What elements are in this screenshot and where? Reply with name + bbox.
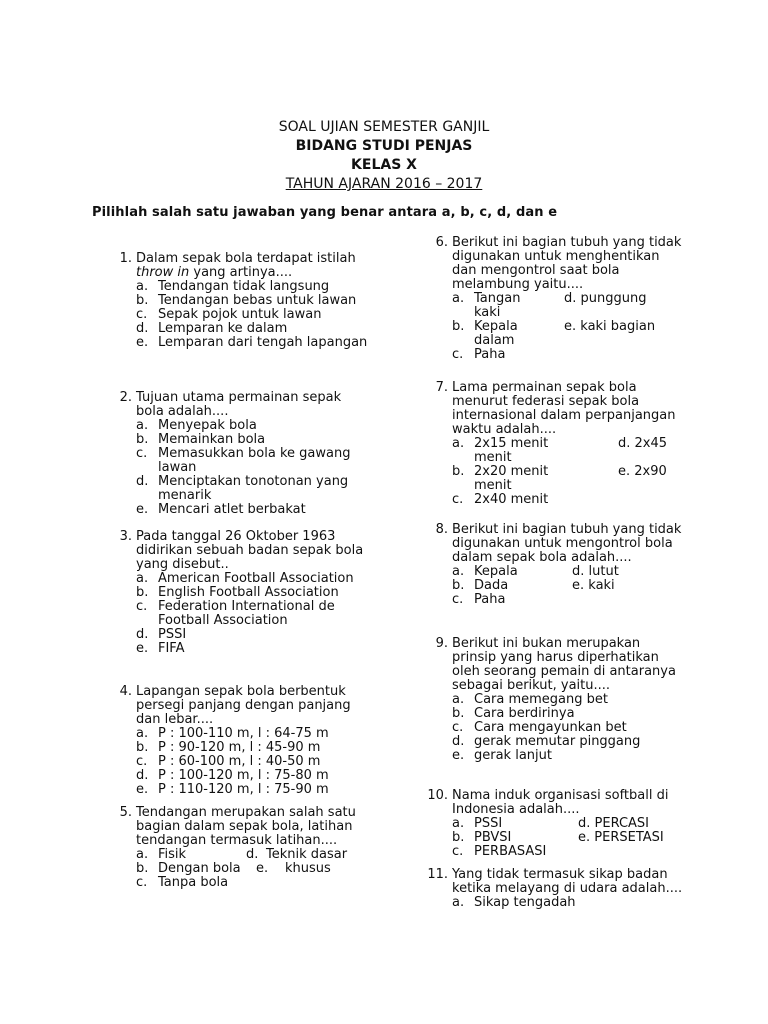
option-text: e. 2x90 bbox=[618, 464, 667, 479]
option-text: Lemparan ke dalam bbox=[158, 321, 288, 336]
option-text: khusus bbox=[285, 861, 331, 876]
option-row bbox=[424, 306, 684, 320]
option-letter: e. bbox=[136, 335, 149, 350]
option-row bbox=[424, 437, 684, 451]
options bbox=[108, 572, 373, 656]
question-text: Pada tanggal 26 Oktober 1963 didirikan sebuah badan sepak bola yang disebut.. bbox=[136, 529, 364, 572]
option-letter: b. bbox=[136, 432, 149, 447]
question-text: Lama permainan sepak bola menurut federasi sepak bola internasional dalam perpanjangan waktu adalah.... bbox=[452, 380, 676, 437]
question-text: Nama induk organisasi softball di Indonesia adalah.... bbox=[452, 788, 669, 817]
option-letter: d. bbox=[136, 768, 149, 783]
question-text: Berikut ini bagian tubuh yang tidak digunakan untuk mengontrol bola dalam sepak bola adalah.... bbox=[452, 522, 682, 565]
option-text: P : 100-110 m, l : 64-75 m bbox=[158, 726, 329, 741]
option-letter: c. bbox=[452, 347, 464, 362]
option-text: 2x40 menit bbox=[474, 492, 549, 507]
option bbox=[108, 600, 373, 628]
option-text: PERBASASI bbox=[474, 844, 547, 859]
question-number: 2. bbox=[119, 390, 132, 405]
question-7 bbox=[424, 381, 684, 507]
option-row bbox=[424, 451, 684, 465]
option-row bbox=[424, 831, 684, 845]
option-letter: d. bbox=[136, 321, 149, 336]
option-row bbox=[108, 848, 373, 862]
subject-title: BIDANG STUDI PENJAS bbox=[295, 138, 473, 154]
option-text: d. PERCASI bbox=[578, 816, 650, 831]
option-text: gerak memutar pinggang bbox=[474, 734, 641, 749]
option bbox=[108, 586, 373, 600]
option-text: Memasukkan bola ke gawang lawan bbox=[158, 446, 351, 475]
option-row bbox=[108, 862, 373, 876]
option-text: Cara memegang bet bbox=[474, 692, 608, 707]
question-8 bbox=[424, 523, 684, 607]
option-text: d. 2x45 bbox=[618, 436, 668, 451]
option-text: Tendangan bebas untuk lawan bbox=[158, 293, 357, 308]
option-row bbox=[424, 292, 684, 306]
option-row bbox=[424, 579, 684, 593]
option bbox=[108, 572, 373, 586]
option-letter: c. bbox=[136, 307, 148, 322]
option bbox=[108, 308, 373, 322]
option-row bbox=[424, 593, 684, 607]
options bbox=[108, 280, 373, 350]
option-text: Kepala bbox=[474, 319, 518, 334]
question-2 bbox=[108, 391, 373, 517]
option-letter: c. bbox=[452, 844, 464, 859]
question-9 bbox=[424, 637, 684, 763]
option-letter: c. bbox=[136, 875, 148, 890]
option-text: Menciptakan tonotonan yang menarik bbox=[158, 474, 349, 503]
option-letter: b. bbox=[452, 464, 465, 479]
option-row bbox=[424, 320, 684, 334]
option-row bbox=[424, 465, 684, 479]
question-number: 9. bbox=[435, 636, 448, 651]
option-text: Cara mengayunkan bet bbox=[474, 720, 627, 735]
option bbox=[424, 721, 684, 735]
option-letter: a. bbox=[136, 418, 149, 433]
option-text: Tangan bbox=[474, 291, 521, 306]
option bbox=[108, 628, 373, 642]
question-6 bbox=[424, 236, 684, 362]
option-text: e. PERSETASI bbox=[578, 830, 664, 845]
option-text: Paha bbox=[474, 592, 506, 607]
option-row bbox=[424, 845, 684, 859]
question-number: 10. bbox=[427, 788, 448, 803]
option bbox=[108, 336, 373, 350]
option-row bbox=[424, 896, 684, 910]
option-letter: b. bbox=[136, 861, 149, 876]
instruction: Pilihlah salah satu jawaban yang benar antara a, b, c, d, dan e bbox=[92, 205, 558, 220]
question-text: Tendangan merupakan salah satu bagian dalam sepak bola, latihan tendangan termasuk latihan.... bbox=[136, 805, 356, 848]
question-number: 3. bbox=[119, 529, 132, 544]
option-letter: b. bbox=[452, 830, 465, 845]
option bbox=[108, 322, 373, 336]
option-letter: c. bbox=[452, 592, 464, 607]
option-text: P : 90-120 m, l : 45-90 m bbox=[158, 740, 321, 755]
option bbox=[424, 693, 684, 707]
option-text: Kepala bbox=[474, 564, 518, 579]
option-text: PBVSI bbox=[474, 830, 512, 845]
option bbox=[108, 503, 373, 517]
option bbox=[424, 749, 684, 763]
option-row bbox=[424, 493, 684, 507]
options bbox=[424, 693, 684, 763]
option-letter: c. bbox=[136, 446, 148, 461]
exam-title: SOAL UJIAN SEMESTER GANJIL bbox=[278, 119, 490, 135]
question-1 bbox=[108, 252, 373, 350]
options bbox=[108, 419, 373, 517]
option-text: Cara berdirinya bbox=[474, 706, 575, 721]
question-11 bbox=[424, 868, 684, 910]
question-number: 11. bbox=[427, 867, 448, 882]
option-text: P : 110-120 m, l : 75-90 m bbox=[158, 782, 329, 797]
question-text: Tujuan utama permainan sepak bola adalah.... bbox=[136, 390, 342, 419]
option-letter: e. bbox=[136, 641, 149, 656]
option-letter: a. bbox=[136, 571, 149, 586]
option-row bbox=[424, 565, 684, 579]
class-title: KELAS X bbox=[351, 157, 417, 173]
question-text: Berikut ini bukan merupakan prinsip yang harus diperhatikan oleh seorang pemain di antaranya sebagai berikut, yaitu.... bbox=[452, 636, 676, 693]
option-text: d. lutut bbox=[572, 564, 619, 579]
option-letter: e. bbox=[136, 502, 149, 517]
option-text: American Football Association bbox=[158, 571, 354, 586]
question-3 bbox=[108, 530, 373, 656]
option-letter: a. bbox=[452, 291, 465, 306]
option-text: Tendangan tidak langsung bbox=[158, 279, 330, 294]
option-text: Dengan bola bbox=[158, 861, 241, 876]
option-text-continued: menit bbox=[474, 450, 512, 465]
option-letter: d. bbox=[136, 474, 149, 489]
question-text: Berikut ini bagian tubuh yang tidak digunakan untuk menghentikan dan mengontrol saat bola melambung yaitu.... bbox=[452, 235, 682, 292]
question-10 bbox=[424, 789, 684, 859]
option-text: P : 60-100 m, l : 40-50 m bbox=[158, 754, 321, 769]
question-number: 4. bbox=[119, 684, 132, 699]
question-4 bbox=[108, 685, 373, 797]
option bbox=[108, 727, 373, 741]
option-row bbox=[108, 876, 373, 890]
option bbox=[108, 755, 373, 769]
option-text: Federation International de Football Association bbox=[158, 599, 335, 628]
option-letter: a. bbox=[136, 279, 149, 294]
question-5 bbox=[108, 806, 373, 890]
option-text-continued: menit bbox=[474, 478, 512, 493]
option-text: Dada bbox=[474, 578, 509, 593]
option-text: e. kaki bagian bbox=[564, 319, 656, 334]
option bbox=[108, 741, 373, 755]
option-letter: e. bbox=[256, 861, 269, 876]
option-text: English Football Association bbox=[158, 585, 339, 600]
option bbox=[108, 475, 373, 503]
question-text bbox=[136, 252, 373, 280]
option-text-continued: kaki bbox=[474, 305, 501, 320]
option bbox=[108, 642, 373, 656]
option-row bbox=[424, 348, 684, 362]
option-letter: d. bbox=[452, 734, 465, 749]
option-letter: b. bbox=[452, 578, 465, 593]
option-letter: a. bbox=[452, 564, 465, 579]
question-number: 8. bbox=[435, 522, 448, 537]
option bbox=[108, 783, 373, 797]
option-letter: c. bbox=[136, 599, 148, 614]
option-text: Sikap tengadah bbox=[474, 895, 576, 910]
option-text: 2x15 menit bbox=[474, 436, 549, 451]
option-letter: a. bbox=[136, 847, 149, 862]
school-year: TAHUN AJARAN 2016 – 2017 bbox=[285, 176, 483, 192]
option-text: e. kaki bbox=[572, 578, 615, 593]
option-text: Paha bbox=[474, 347, 506, 362]
options bbox=[108, 727, 373, 797]
question-number: 7. bbox=[435, 380, 448, 395]
option-letter: e. bbox=[136, 782, 149, 797]
option-text: P : 100-120 m, l : 75-80 m bbox=[158, 768, 329, 783]
option-letter: a. bbox=[452, 895, 465, 910]
option-letter: e. bbox=[452, 748, 465, 763]
question-text: Yang tidak termasuk sikap badan ketika melayang di udara adalah.... bbox=[452, 867, 683, 896]
option bbox=[424, 735, 684, 749]
option-text: Menyepak bola bbox=[158, 418, 257, 433]
question-term: throw in bbox=[136, 265, 190, 280]
option-letter: b. bbox=[452, 319, 465, 334]
option-text: Sepak pojok untuk lawan bbox=[158, 307, 322, 322]
option-letter: a. bbox=[136, 726, 149, 741]
option-text: Fisik bbox=[158, 847, 187, 862]
option-letter: c. bbox=[452, 720, 464, 735]
option-letter: d. bbox=[136, 627, 149, 642]
option-text: PSSI bbox=[158, 627, 187, 642]
option bbox=[108, 419, 373, 433]
option-letter: a. bbox=[452, 692, 465, 707]
option-text: Teknik dasar bbox=[266, 847, 348, 862]
option-letter: a. bbox=[452, 816, 465, 831]
option bbox=[424, 707, 684, 721]
option bbox=[108, 769, 373, 783]
option-text: Memainkan bola bbox=[158, 432, 266, 447]
option-letter: a. bbox=[452, 436, 465, 451]
question-number: 1. bbox=[119, 251, 132, 266]
option-letter: b. bbox=[452, 706, 465, 721]
option-row bbox=[424, 334, 684, 348]
option-letter: d. bbox=[246, 847, 259, 862]
option-text: 2x20 menit bbox=[474, 464, 549, 479]
option-letter: c. bbox=[452, 492, 464, 507]
option-text: Lemparan dari tengah lapangan bbox=[158, 335, 368, 350]
question-number: 6. bbox=[435, 235, 448, 250]
option-text: gerak lanjut bbox=[474, 748, 552, 763]
option bbox=[108, 447, 373, 475]
option-letter: b. bbox=[136, 293, 149, 308]
option bbox=[108, 294, 373, 308]
question-text: Lapangan sepak bola berbentuk persegi panjang dengan panjang dan lebar.... bbox=[136, 684, 351, 727]
option bbox=[108, 280, 373, 294]
option-text: Tanpa bola bbox=[158, 875, 229, 890]
exam-header bbox=[0, 118, 768, 194]
option-letter: c. bbox=[136, 754, 148, 769]
option-row bbox=[424, 479, 684, 493]
option bbox=[108, 433, 373, 447]
option-text: PSSI bbox=[474, 816, 503, 831]
question-number: 5. bbox=[119, 805, 132, 820]
option-text: Mencari atlet berbakat bbox=[158, 502, 306, 517]
option-text: d. punggung bbox=[564, 291, 647, 306]
option-text-continued: dalam bbox=[474, 333, 515, 348]
question-text-part: yang artinya.... bbox=[189, 265, 293, 280]
option-row bbox=[424, 817, 684, 831]
option-letter: b. bbox=[136, 585, 149, 600]
option-text: FIFA bbox=[158, 641, 185, 656]
question-text-part: Dalam sepak bola terdapat istilah bbox=[136, 251, 356, 266]
option-letter: b. bbox=[136, 740, 149, 755]
